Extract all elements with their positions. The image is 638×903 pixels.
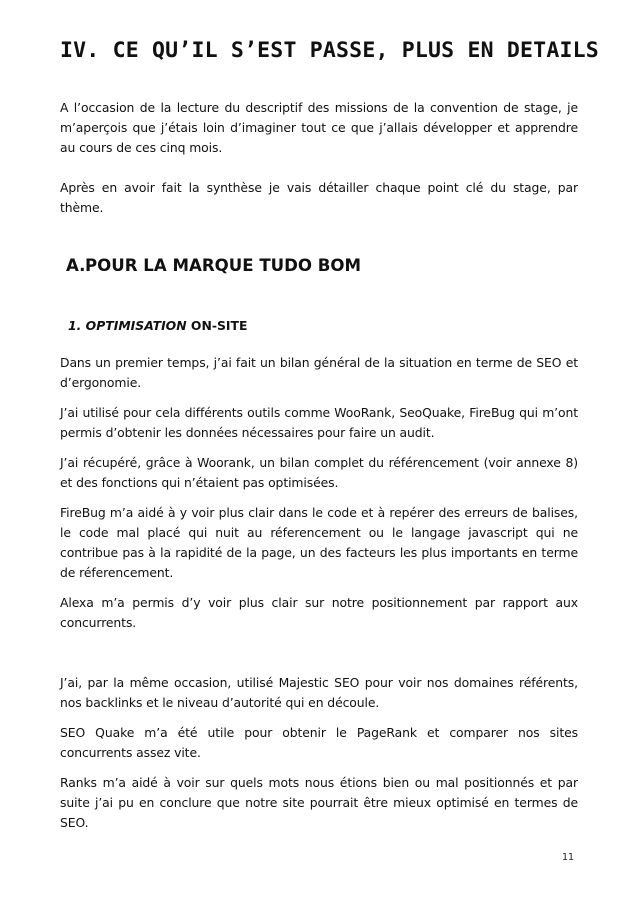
subsection-title: POUR LA MARQUE TUDO BOM [85, 256, 362, 275]
subsubsection-heading [68, 318, 586, 333]
section-title: IV. CE QU’IL S’EST PASSE, PLUS EN DETAILS [60, 38, 599, 63]
paragraph-outils: J’ai utilisé pour cela différents outils comme WooRank, SeoQuake, FireBug qui m’ont permis d’obtenir les données nécessaires pour faire un audit. [60, 405, 578, 440]
subsubsection-number: 1. [68, 318, 82, 333]
paragraph-firebug: FireBug m’a aidé à y voir plus clair dans le code et à repérer des erreurs de balises, le code mal placé qui nuit au réferencement ou le langage javascript qui ne contribue pas à la rapidité de la page, un des facteurs les plus importants en terme de réferencement. [60, 505, 578, 580]
subsection-heading [66, 256, 584, 275]
intro-paragraph-1: A l’occasion de la lecture du descriptif des missions de la convention de stage, je m’aperçois que j’étais loin d’imaginer tout ce que j’allais développer et apprendre au cours de ces cinq mois. [60, 100, 578, 155]
page-number: 11 [562, 852, 575, 863]
subsubsection-title-italic: OPTIMISATION [85, 318, 187, 333]
paragraph-seo-bilan: Dans un premier temps, j’ai fait un bilan général de la situation en terme de SEO et d’ergonomie. [60, 355, 578, 390]
paragraph-ranks: Ranks m’a aidé à voir sur quels mots nous étions bien ou mal positionnés et par suite j’ai pu en conclure que notre site pourrait être mieux optimisé en termes de SEO. [60, 775, 578, 830]
paragraph-majestic-seo: J’ai, par la même occasion, utilisé Majestic SEO pour voir nos domaines référents, nos backlinks et le niveau d’autorité qui en découle. [60, 675, 578, 710]
intro-paragraph-2: Après en avoir fait la synthèse je vais détailler chaque point clé du stage, par thème. [60, 180, 578, 215]
paragraph-woorank: J’ai récupéré, grâce à Woorank, un bilan complet du référencement (voir annexe 8) et des fonctions qui n’étaient pas optimisées. [60, 455, 578, 490]
subsection-number: A. [66, 256, 86, 275]
paragraph-seo-quake: SEO Quake m’a été utile pour obtenir le PageRank et comparer nos sites concurrents assez vite. [60, 725, 578, 760]
paragraph-alexa: Alexa m’a permis d’y voir plus clair sur notre positionnement par rapport aux concurrents. [60, 595, 578, 630]
subsubsection-title-rest: ON-SITE [190, 318, 248, 333]
